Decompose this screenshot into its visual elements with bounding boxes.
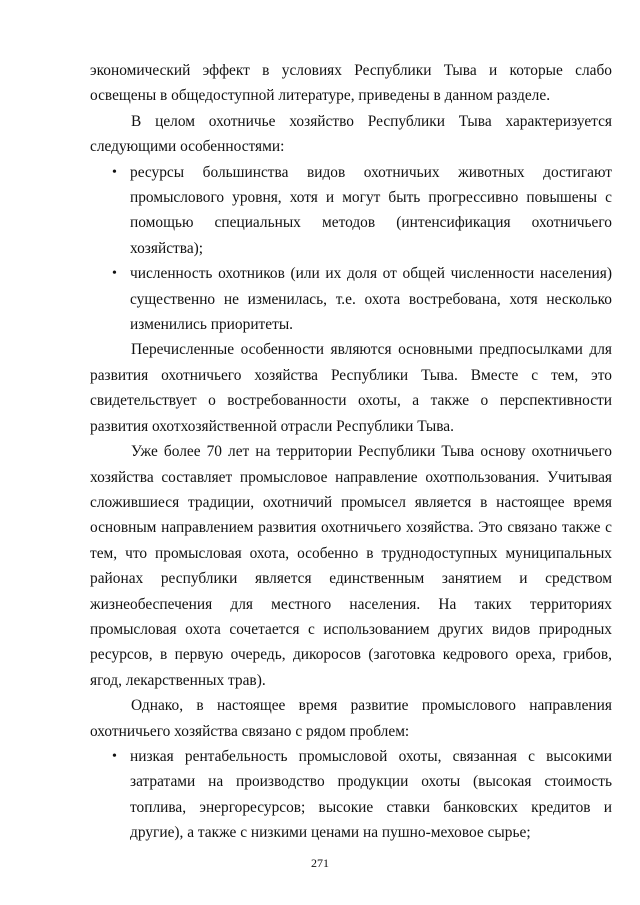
list-item xyxy=(90,160,612,262)
paragraph-prerequisites: Перечисленные особенности являются основными предпосылками для развития охотничьего хозяйства Республики Тыва. Вместе с тем, это свидетельствует о востребованности охоты, а также о перспективности развития охотхозяйственной отрасли Республики Тыва. xyxy=(90,341,612,435)
problems-list xyxy=(90,744,612,846)
paragraph-features-intro: В целом охотничье хозяйство Республики Тыва характеризуется следующими особенностями: xyxy=(90,112,612,156)
list-item-text: низкая рентабельность промысловой охоты, связанная с высокими затратами на производство продукции охоты (высокая стоимость топлива, энергоресурсов; высокие ставки банковских кредитов и другие), а также с низкими ценами на пушно-меховое сырье; xyxy=(130,747,612,842)
bullet-icon: • xyxy=(112,748,117,764)
bullet-icon: • xyxy=(112,164,117,180)
list-item-text: численность охотников (или их доля от общей численности населения) существенно не изменилась, т.е. охота востребована, хотя несколько изменились приоритеты. xyxy=(130,265,612,334)
page-number: 271 xyxy=(311,856,329,870)
body-text xyxy=(90,58,612,846)
list-item xyxy=(90,261,612,337)
bullet-icon: • xyxy=(112,266,117,282)
features-list xyxy=(90,160,612,338)
paragraph-problems-intro: Однако, в настоящее время развитие промыслового направления охотничьего хозяйства связано с рядом проблем: xyxy=(90,697,612,740)
paragraph-intro-continuation: экономический эффект в условиях Республики Тыва и которые слабо освещены в общедоступной литературе, приведены в данном разделе. xyxy=(90,62,612,105)
list-item xyxy=(90,744,612,846)
paragraph-history: Уже более 70 лет на территории Республики Тыва основу охотничьего хозяйства составляет промысловое направление охотпользования. Учитывая сложившиеся традиции, охотничий промысел является в настоящее время основным направлением развития охотничьего хозяйства. Это связано также с тем, что промысловая охота, особенно в труднодоступных муниципальных районах республики является единственным занятием и средством жизнеобеспечения для местного населения. На таких территориях промысловая охота сочетается с использованием других видов природных ресурсов, в первую очередь, дикоросов (заготовка кедрового ореха, грибов, ягод, лекарственных трав). xyxy=(90,443,612,689)
list-item-text: ресурсы большинства видов охотничьих животных достигают промыслового уровня, хотя и могут быть прогрессивно повышены с помощью специальных методов (интенсификация охотничьего хозяйства); xyxy=(130,163,612,257)
